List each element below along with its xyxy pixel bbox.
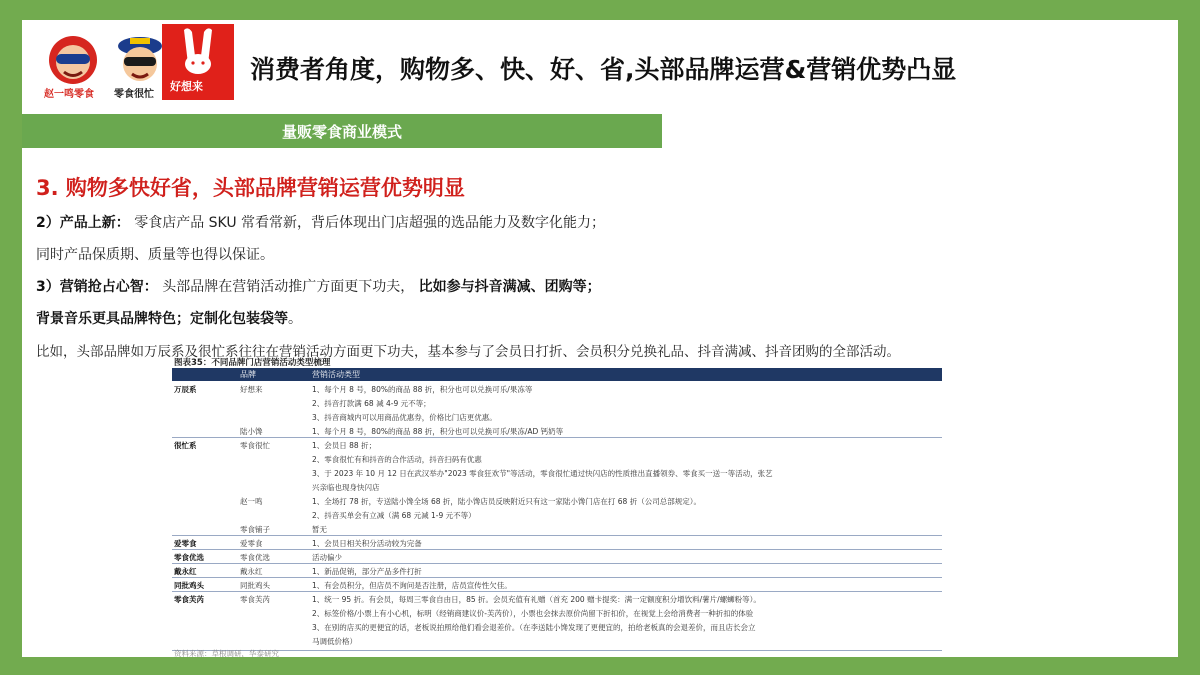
table-cell-text: 马调低价格） <box>312 637 357 646</box>
table-cell-text: 1、全场打 78 折，专送陆小馋全场 68 折，陆小馋店员反映附近只有这一家陆小馋门店在打 68 折（公司总部规定）。 <box>312 497 701 506</box>
table-cell-text: 1、新品促销，部分产品多件打折 <box>312 567 422 576</box>
table-cell-brand: 零食芙芮 <box>240 595 270 604</box>
table-cell-group: 零食优选 <box>174 553 204 562</box>
table-cell-group: 很忙系 <box>174 441 197 450</box>
table-separator <box>172 591 942 592</box>
table-cell-brand: 赵一鸣 <box>240 497 263 506</box>
table-separator <box>172 563 942 564</box>
table-cell-group: 万辰系 <box>174 385 197 394</box>
paragraph-text: 背景音乐更具品牌特色；定制化包装袋等 <box>36 311 288 327</box>
table-separator <box>172 577 942 578</box>
table-cell-text: 暂无 <box>312 525 327 534</box>
paragraph-quality: 同时产品保质期、质量等也得以保证。 <box>36 247 274 263</box>
paragraph-label: 2）产品上新： <box>36 215 130 231</box>
section-bar <box>22 114 662 148</box>
table-separator <box>172 549 942 550</box>
table-cell-text: 1、有会员积分，但店员不询问是否注册，店员宣传性欠佳。 <box>312 581 512 590</box>
table-cell-text: 2、抖音买单会有立减（满 68 元减 1-9 元不等） <box>312 511 476 520</box>
table-cell-text: 1、统一 95 折。有会员，每周三零食自由日，85 折。会员充值有礼赠（首充 200 赠卡提奖：满一定额度积分增饮料/薯片/螺蛳粉等）。 <box>312 595 761 604</box>
paragraph-music-packaging <box>36 308 302 328</box>
table-cell-brand: 零食很忙 <box>240 441 270 450</box>
table-cell-brand: 爱零食 <box>240 539 263 548</box>
table-cell-brand: 戴永红 <box>240 567 263 576</box>
logo-zhaoyiming <box>42 32 104 100</box>
rabbit-icon <box>162 24 234 78</box>
paragraph-product-new <box>36 212 605 232</box>
slide-title: 消费者角度，购物多、快、好、省,头部品牌运营&营销优势凸显 <box>250 55 957 84</box>
table-cell-text: 活动偏少 <box>312 553 342 562</box>
table-separator <box>172 535 942 536</box>
table-cell-text: 2、零食很忙有和抖音的合作活动，抖音扫码有优惠 <box>312 455 482 464</box>
table-cell-text: 2、抖音打款满 68 减 4-9 元不等； <box>312 399 431 408</box>
figure-source: 资料来源：草根调研，华泰研究 <box>174 649 279 657</box>
table-cell-group: 零食芙芮 <box>174 595 204 604</box>
table-cell-text: 1、每个月 8 号，80%的商品 88 折，积分也可以兑换可乐/果冻/AD 钙奶等 <box>312 427 564 436</box>
table-cell-group: 爱零食 <box>174 539 197 548</box>
table-cell-brand: 陆小馋 <box>240 427 263 436</box>
table-header-cell: 营销活动类型 <box>312 370 360 379</box>
logo-haoxianglai <box>162 24 234 100</box>
table-cell-text: 2、标签价格/小票上有小心机，标明（经销商建议价-芙芮价），小票也会抹去原价尚留下折扣价，在视觉上会给消费者一种折扣的体验 <box>312 609 754 618</box>
table-cell-group: 同批鸡头 <box>174 581 204 590</box>
table-cell-text: 1、会员日相关积分活动较为完备 <box>312 539 422 548</box>
table-separator <box>172 437 942 438</box>
paragraph-marketing <box>36 276 601 296</box>
table-separator <box>172 650 942 651</box>
table-cell-text: 3、于 2023 年 10 月 12 日在武汉举办"2023 零食狂欢节"等活动，零食很忙通过快闪店的性质推出直播领券、零食买一送一等活动，张艺 <box>312 469 773 478</box>
table-cell-brand: 零食铺子 <box>240 525 270 534</box>
table-cell-text: 兴亲临也现身快闪店 <box>312 483 380 492</box>
table-cell-text: 1、每个月 8 号，80%的商品 88 折，积分也可以兑换可乐/果冻等 <box>312 385 533 394</box>
table-cell-text: 3、抖音商城内可以用商品优惠券，价格比门店更优惠。 <box>312 413 497 422</box>
table-cell-brand: 同批鸡头 <box>240 581 270 590</box>
slide <box>22 20 1178 657</box>
marketing-table-figure <box>172 356 942 656</box>
figure-caption: 图表35：不同品牌门店营销活动类型梳理 <box>174 358 331 368</box>
table-cell-brand: 好想来 <box>240 385 263 394</box>
logo-zhaoyiming-text: 赵一鸣零食 <box>44 89 94 100</box>
paragraph-label: 3）营销抢占心智： <box>36 279 158 295</box>
table-header-cell: 品牌 <box>240 370 256 379</box>
logo-haoxianglai-text: 好想来 <box>170 80 203 93</box>
logo-lingshihenmang-text: 零食很忙 <box>114 89 154 100</box>
table-header <box>172 368 942 381</box>
section-bar-label: 量贩零食商业模式 <box>281 122 402 141</box>
table-cell-text: 1、会员日 88 折； <box>312 441 377 450</box>
section-heading: 3. 购物多快好省，头部品牌营销运营优势明显 <box>36 176 465 200</box>
paragraph-text: 零食店产品 SKU 常看常新，背后体现出门店超强的选品能力及数字化能力； <box>134 215 606 231</box>
paragraph-text: 头部品牌在营销活动推广方面更下功夫， <box>162 279 415 295</box>
paragraph-example: 比如，头部品牌如万辰系及很忙系往往在营销活动方面更下功夫，基本参与了会员日打折、会员积分兑换礼品、抖音满减、抖音团购的全部活动。 <box>36 344 900 360</box>
table-cell-brand: 零食优选 <box>240 553 270 562</box>
table-cell-group: 戴永红 <box>174 567 197 576</box>
zhaoyiming-mascot-icon <box>42 32 104 88</box>
table-cell-text: 3、在别的店买的更便宜的话，老板说拍照给他们看会退差价。（在李送陆小馋发现了更便宜的，拍给老板真的会退差价，而且店长会立 <box>312 623 756 632</box>
paragraph-tail: 。 <box>288 311 302 327</box>
paragraph-bold-text: 比如参与抖音满减、团购等； <box>418 279 601 295</box>
